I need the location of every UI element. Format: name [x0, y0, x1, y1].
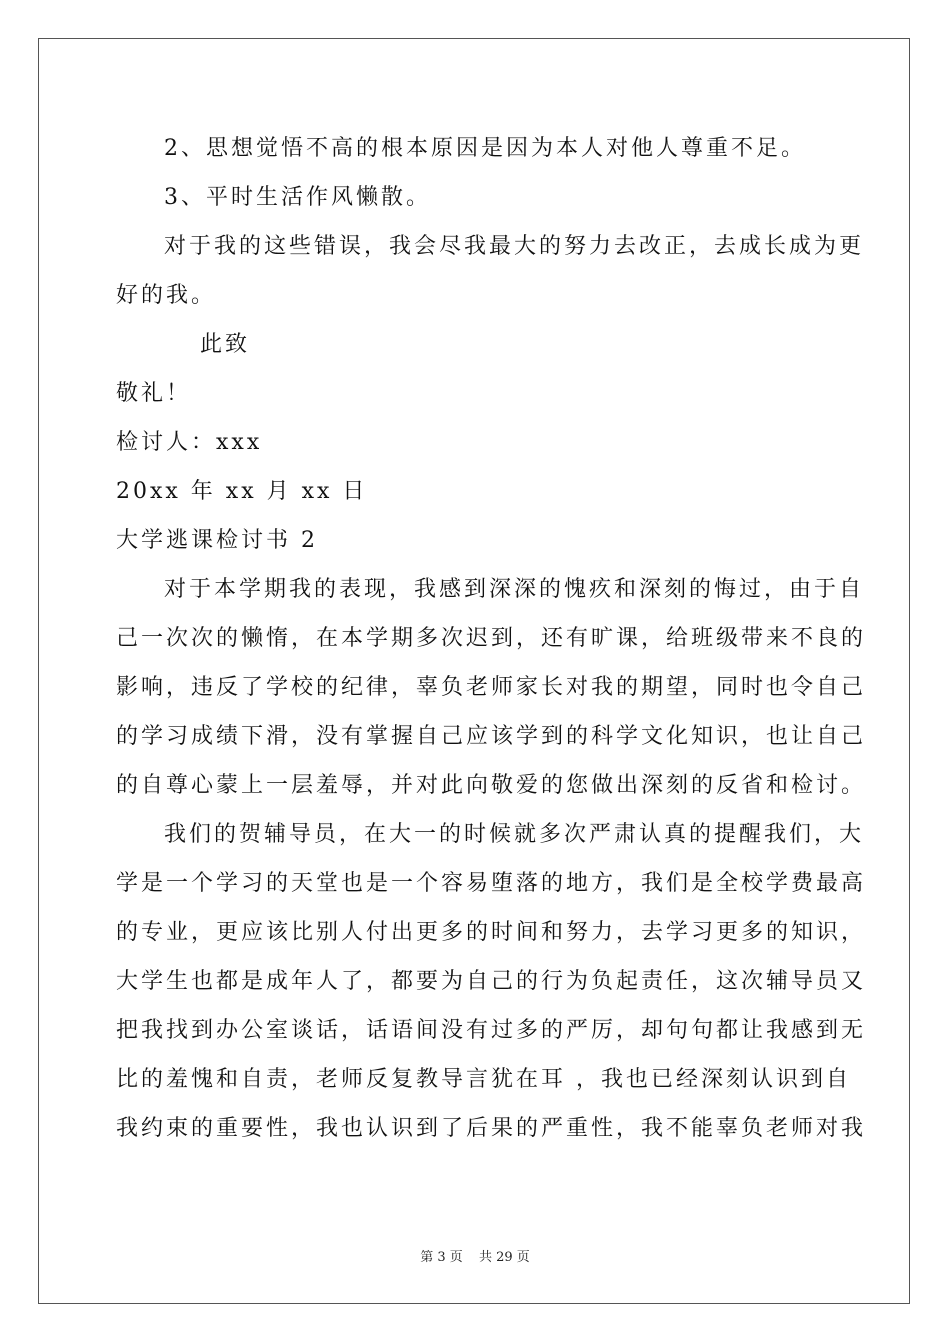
text-line: 我们的贺辅导员，在大一的时候就多次严肃认真的提醒我们，大: [164, 822, 865, 847]
text-line: 的专业，更应该比别人付出更多的时间和努力，去学习更多的知识，: [116, 920, 867, 945]
section-title: 大学逃课检讨书 2: [116, 528, 318, 553]
text-line: 3、平时生活作风懒散。: [164, 185, 431, 210]
text-line: 对于本学期我的表现，我感到深深的愧疚和深刻的悔过，由于自: [164, 577, 865, 602]
document-body: [116, 124, 867, 1153]
text-line: 对于我的这些错误，我会尽我最大的努力去改正，去成长成为更: [164, 234, 865, 259]
page-footer: [0, 1246, 950, 1265]
text-line: 2、思想觉悟不高的根本原因是因为本人对他人尊重不足。: [164, 136, 806, 161]
date-line: 20xx 年 xx 月 xx 日: [116, 479, 368, 504]
text-line: 影响，违反了学校的纪律，辜负老师家长对我的期望，同时也令自己: [116, 675, 867, 700]
closing-salutation: 此致: [200, 332, 251, 357]
text-line: 比的羞愧和自责，老师反复教导言犹在耳 ，我也已经深刻认识到自: [116, 1067, 851, 1092]
text-line: 好的我。: [116, 283, 217, 308]
signature-line: 检讨人：xxx: [116, 430, 263, 455]
text-line: 大学生也都是成年人了，都要为自己的行为负起责任，这次辅导员又: [116, 969, 867, 994]
text-line: 我约束的重要性，我也认识到了后果的严重性，我不能辜负老师对我: [116, 1116, 867, 1141]
page-total: 共 29 页: [478, 1250, 530, 1265]
text-line: 把我找到办公室谈话，话语间没有过多的严厉，却句句都让我感到无: [116, 1018, 867, 1043]
text-line: 的自尊心蒙上一层羞辱，并对此向敬爱的您做出深刻的反省和检讨。: [116, 773, 867, 798]
text-line: 的学习成绩下滑，没有掌握自己应该学到的科学文化知识，也让自己: [116, 724, 867, 749]
page-number: 第 3 页: [420, 1250, 463, 1265]
closing-regards: 敬礼！: [116, 381, 192, 406]
text-line: 学是一个学习的天堂也是一个容易堕落的地方，我们是全校学费最高: [116, 871, 867, 896]
text-line: 己一次次的懒惰，在本学期多次迟到，还有旷课，给班级带来不良的: [116, 626, 867, 651]
